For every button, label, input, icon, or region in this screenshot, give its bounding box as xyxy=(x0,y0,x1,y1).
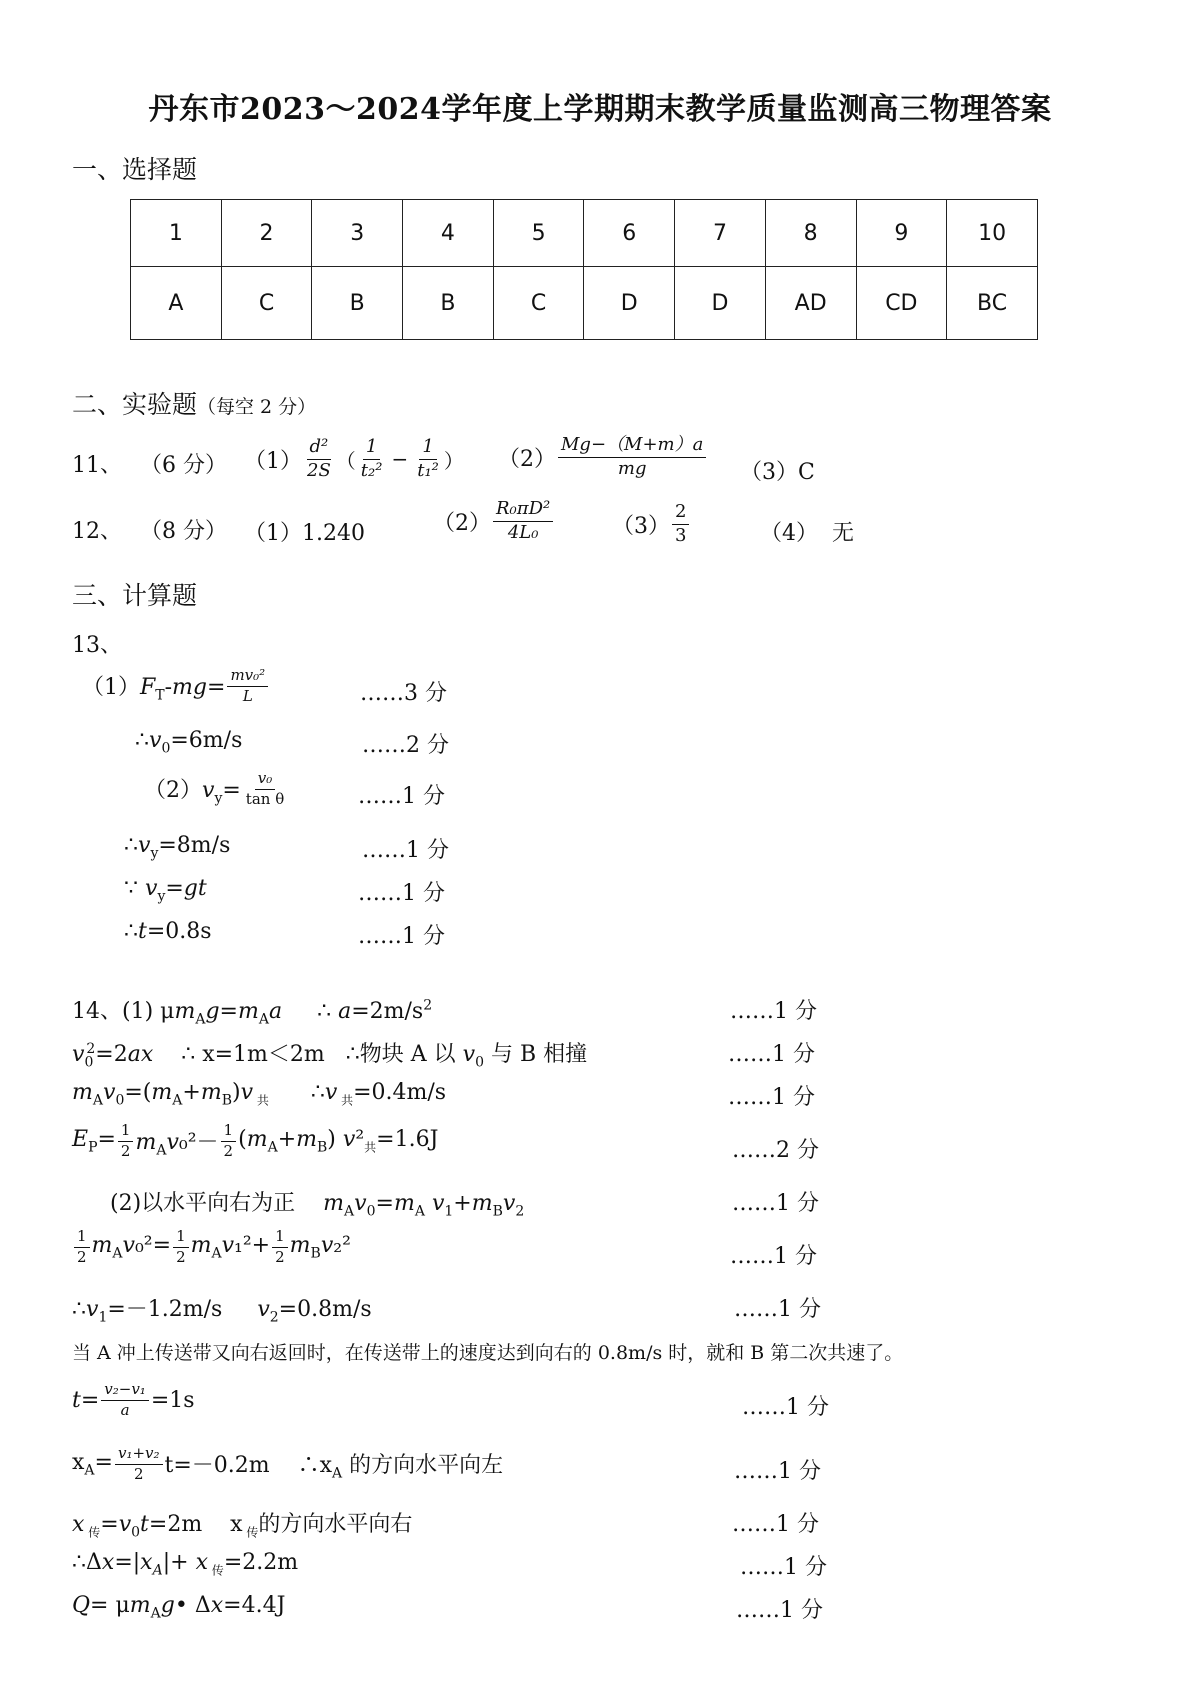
q14-points: ……1 分 xyxy=(734,1297,821,1322)
q12-part4-label: （4） xyxy=(760,521,818,546)
q13-formula-fraction: $\frac{\text{mv₀²}}{L}$ xyxy=(227,668,268,705)
q14-points: ……1 分 xyxy=(730,1244,817,1269)
q13-line-3: $(2)v_y=$ $\frac{\text{v₀}}{\text{tan θ}}$ xyxy=(144,771,289,808)
answer-cell: AD xyxy=(765,267,856,340)
q11-formula-fraction: $\frac{1}{\text{t₁²}}$ xyxy=(417,436,439,481)
answer-cell: D xyxy=(584,267,675,340)
q13-points: ……1 分 xyxy=(358,784,445,809)
answer-cell: A xyxy=(131,267,222,340)
question-number: 6 xyxy=(584,200,675,267)
question-number: 5 xyxy=(493,200,584,267)
q14-line-4: $E_P=$ $\frac{1}{2}$ $m_Av_0^2-$ $\frac{1}{2}$ $(m_A+m_B)$ $v^2_共=1.6J$ xyxy=(72,1121,439,1160)
section1-heading: 一、选择题 xyxy=(72,155,198,184)
q14-line-3: $m_Av_0=(m_A+m_B)v$ $_共$ ∴v $_共$=0.4m/s xyxy=(72,1080,447,1109)
answer-cell: BC xyxy=(947,267,1038,340)
q14-line-13: $Q= \mu m_Ag•$ Δx=4.4J xyxy=(72,1593,286,1622)
q14-points: ……1 分 xyxy=(740,1555,827,1580)
q13-formula-fraction: $\frac{\text{v₀}}{\text{tan θ}}$ xyxy=(245,769,285,808)
question-number: 3 xyxy=(312,200,403,267)
q13-points: ……1 分 xyxy=(362,838,449,863)
q12-score: （8 分） xyxy=(140,519,227,544)
q11-formula-fraction: $\frac{1}{\text{t₂²}}$ xyxy=(360,436,383,481)
q13-points: ……3 分 xyxy=(360,681,447,706)
q13-line-6: ∴t=0.8s xyxy=(124,919,212,944)
q11-part2 xyxy=(498,436,708,479)
question-number: 8 xyxy=(765,200,856,267)
q14-points: ……1 分 xyxy=(732,1512,819,1537)
q12-number: 12、 xyxy=(72,519,122,544)
answer-cell: C xyxy=(221,267,312,340)
q14-line-6: $\frac{1}{2}$ $m_Av_0^2=$ $\frac{1}{2}$ $m_Av_1^2+$ $\frac{1}{2}$ $m_Bv_2^2$ xyxy=(72,1229,351,1266)
answer-table-answer-row xyxy=(131,267,1038,340)
q14-line-1: 14、(1) $\mu m_Ag=m_Aa$ ∴ $a=2m/s^2$ xyxy=(72,997,433,1028)
answer-cell: D xyxy=(675,267,766,340)
q11-part2-label: （2） xyxy=(498,446,556,472)
question-number: 10 xyxy=(947,200,1038,267)
q13-line-1: $(1)F_T-mg=$ $\frac{\text{mv₀²}}{L}$ xyxy=(82,668,270,705)
q12-part4 xyxy=(760,516,854,547)
q12-part2 xyxy=(433,500,555,543)
q14-line-9: t= $\frac{\text{v₂−v₁}}{a}$ =1s xyxy=(72,1380,195,1419)
page-title: 丹东市2023～2024学年度上学期期末教学质量监测高三物理答案 xyxy=(148,92,1052,127)
question-number: 4 xyxy=(403,200,494,267)
q14-line-10: $x_A=$ $\frac{\text{v₁+v₂}}{2}$ t=－0.2m $\therefore x_A$ 的方向水平向左 xyxy=(72,1444,504,1483)
question-number: 2 xyxy=(221,200,312,267)
q14-line-5: (2)以水平向右为正 $m_Av_0=m_A$ $v_1+m_Bv_2$ xyxy=(110,1191,525,1220)
answer-cell: B xyxy=(403,267,494,340)
q14-points: ……1 分 xyxy=(736,1598,823,1623)
q13-line-4: $\therefore v_y=8m/s$ xyxy=(124,833,231,862)
section3-heading: 三、计算题 xyxy=(72,581,198,610)
q13-points: ……1 分 xyxy=(358,924,445,949)
q12-part3 xyxy=(612,503,691,546)
q14-points: ……1 分 xyxy=(730,999,817,1024)
q12-part1: （1）1.240 xyxy=(244,521,365,546)
q12-part3-label: （3） xyxy=(612,513,670,539)
q12-formula-fraction: $\frac{2}{3}$ xyxy=(672,503,689,546)
q14-points: ……2 分 xyxy=(732,1138,819,1163)
q14-points: ……1 分 xyxy=(742,1395,829,1420)
q14-explanation: 当 A 冲上传送带又向右返回时，在传送带上的速度达到向右的 0.8m/s 时，就和 B 第二次共速了。 xyxy=(72,1342,904,1364)
q13-line-2: $\therefore v_0=6m/s$ xyxy=(135,728,243,757)
q13-points: ……2 分 xyxy=(362,733,449,758)
answer-cell: CD xyxy=(856,267,947,340)
q11-part1-label: （1） xyxy=(244,448,302,474)
q12-formula-fraction: $\frac{\text{R₀πD²}}{\text{4L₀}}$ xyxy=(493,500,553,543)
answer-cell: B xyxy=(312,267,403,340)
q14-points: ……1 分 xyxy=(732,1191,819,1216)
q11-score: （6 分） xyxy=(140,453,227,478)
section2-note: （每空 2 分） xyxy=(197,396,317,418)
q12-part4-answer: 无 xyxy=(832,521,855,546)
q12-part2-label: （2） xyxy=(433,510,491,536)
q14-line-11: x $_传=v_0t=2m$ x $_传$的方向水平向右 xyxy=(72,1512,413,1541)
q14-line-7: $\therefore v_1=-1.2m/s$ $v_2=0.8m/s$ xyxy=(72,1297,372,1326)
q11-number: 11、 xyxy=(72,453,122,478)
section2-heading-line xyxy=(72,385,316,421)
question-number: 7 xyxy=(675,200,766,267)
q14-line-12: $\therefore\Delta x=|x_A|+ x$ $_传$=2.2m xyxy=(72,1550,299,1579)
q14-line-2: $v_0^2=2ax$ ∴ x=1m＜2m ∴物块 A 以 $v_0$ 与 B 相撞 xyxy=(72,1040,588,1071)
q14-points: ……1 分 xyxy=(728,1042,815,1067)
q11-formula-fraction: $\frac{\text{d²}}{2S}$ xyxy=(307,436,331,481)
answer-table xyxy=(130,199,1038,340)
answer-cell: C xyxy=(493,267,584,340)
q13-points: ……1 分 xyxy=(358,881,445,906)
q13-line-5: ∵ $v_y=gt$ xyxy=(124,876,207,905)
q14-points: ……1 分 xyxy=(728,1085,815,1110)
q14-points: ……1 分 xyxy=(734,1459,821,1484)
section2-heading: 二、实验题 xyxy=(72,390,198,419)
q11-part3: （3）C xyxy=(740,460,815,485)
q11-formula-fraction: $\frac{Mg-(M+m)a}{mg}$ xyxy=(558,436,706,479)
answer-table-header-row xyxy=(131,200,1038,267)
q11-part1: （1） $\frac{\text{d²}}{2S}$ （ $\frac{1}{\text{t₂²}}$ − $\frac{1}{\text{t₁²}}$ ） xyxy=(244,436,464,481)
question-number: 1 xyxy=(131,200,222,267)
q13-number: 13、 xyxy=(72,633,122,658)
question-number: 9 xyxy=(856,200,947,267)
